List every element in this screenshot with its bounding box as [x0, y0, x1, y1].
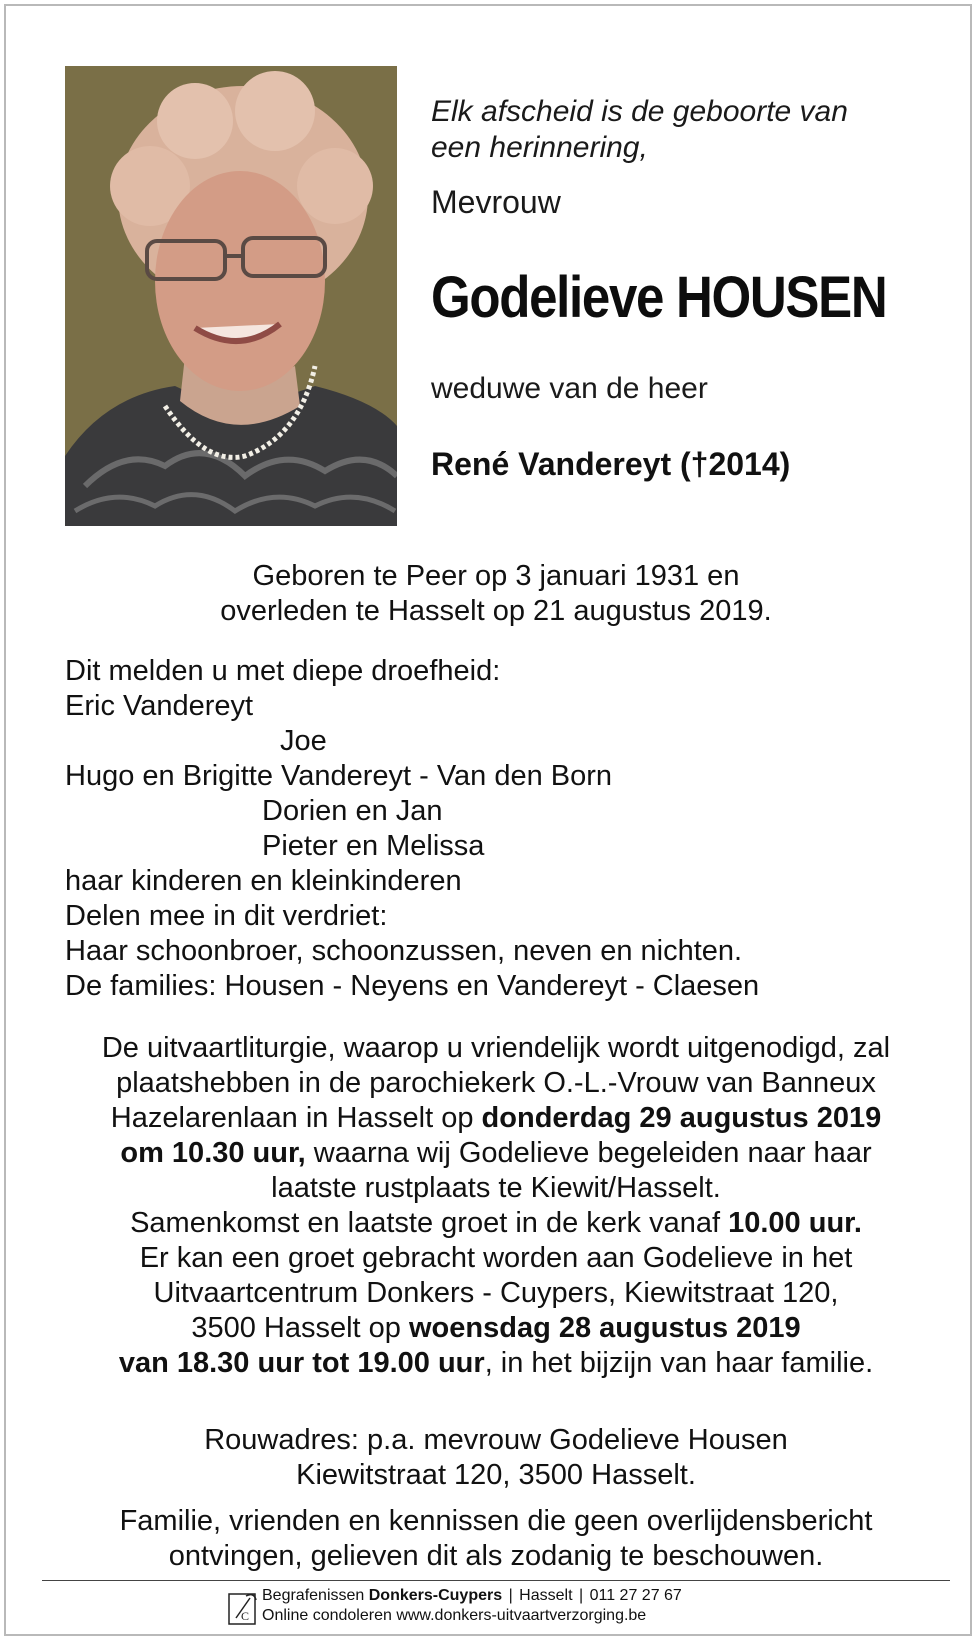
mourners-list: [65, 654, 759, 1004]
opening-quote: [431, 94, 931, 166]
spouse-name: René Vandereyt (†2014): [431, 446, 791, 482]
funeral-text: Hazelarenlaan in Hasselt op: [110, 1102, 482, 1134]
mourner-child: Hugo en Brigitte Vandereyt - Van den Born: [65, 760, 613, 792]
funeral-line: laatste rustplaats te Kiewit/Hasselt.: [271, 1172, 721, 1204]
svg-text:C: C: [241, 1609, 250, 1623]
deceased-name: Godelieve HOUSEN: [431, 265, 887, 330]
funeral-home-logo-icon: [228, 1590, 258, 1626]
footer-online-link[interactable]: Online condoleren www.donkers-uitvaartverzorging.be: [262, 1607, 647, 1624]
mourners-families: De families: Housen - Neyens en Vandereyt - Claesen: [65, 970, 760, 1002]
portrait-illustration: [65, 66, 397, 526]
funeral-line: [36, 1136, 956, 1171]
footer-city: Hasselt: [519, 1587, 573, 1604]
mourner-grandchild: Dorien en Jan: [262, 795, 443, 827]
birth-line: Geboren te Peer op 3 januari 1931 en: [252, 560, 740, 592]
funeral-line: plaatshebben in de parochiekerk O.-L.-Vrouw van Banneux: [116, 1067, 876, 1099]
visitation-date: woensdag 28 augustus 2019: [409, 1312, 801, 1344]
funeral-line: [36, 1101, 956, 1136]
funeral-line: De uitvaartliturgie, waarop u vriendelijk wordt uitgenodigd, zal: [101, 1032, 891, 1064]
mourners-share: Delen mee in dit verdriet:: [65, 900, 388, 932]
notice-line-1: Familie, vrienden en kennissen die geen overlijdensbericht: [119, 1505, 873, 1537]
funeral-details: [36, 1031, 956, 1381]
footer-separator: |: [578, 1587, 584, 1604]
footer-company: Donkers-Cuypers: [368, 1587, 503, 1604]
address-line-2: Kiewitstraat 120, 3500 Hasselt.: [296, 1459, 696, 1491]
quote-line-1: Elk afscheid is de geboorte van: [431, 95, 848, 128]
footer-phone: 011 27 27 67: [589, 1587, 682, 1604]
funeral-time: om 10.30 uur,: [120, 1137, 306, 1169]
mourners-relation: haar kinderen en kleinkinderen: [65, 865, 462, 897]
mourners-inlaws: Haar schoonbroer, schoonzussen, neven en nichten.: [65, 935, 743, 967]
gathering-text: Samenkomst en laatste groet in de kerk vanaf: [130, 1207, 729, 1239]
funeral-line: [36, 1346, 956, 1381]
notice-line-2: ontvingen, gelieven dit als zodanig te beschouwen.: [168, 1540, 824, 1572]
honorific: Mevrouw: [431, 184, 561, 220]
footer: [262, 1586, 682, 1626]
birth-death-info: [36, 559, 956, 629]
closing-notice: [36, 1504, 956, 1574]
footer-line-1: [262, 1586, 682, 1606]
mourner-child: Eric Vandereyt: [65, 690, 254, 722]
visitation-time: van 18.30 uur tot 19.00 uur: [118, 1347, 485, 1379]
funeral-text: waarna wij Godelieve begeleiden naar haar: [305, 1137, 872, 1169]
funeral-line: Uitvaartcentrum Donkers - Cuypers, Kiewitstraat 120,: [153, 1277, 839, 1309]
visitation-text: , in het bijzijn van haar familie.: [484, 1347, 874, 1379]
widow-of-label: weduwe van de heer: [431, 372, 708, 405]
footer-separator: |: [508, 1587, 513, 1604]
funeral-line: Er kan een groet gebracht worden aan Godelieve in het: [139, 1242, 853, 1274]
mourner-grandchild: Joe: [280, 725, 327, 757]
obituary-card: [4, 4, 972, 1636]
funeral-line: [36, 1311, 956, 1346]
mourner-grandchild: Pieter en Melissa: [262, 830, 485, 862]
death-line: overleden te Hasselt op 21 augustus 2019.: [220, 595, 772, 627]
visitation-text: 3500 Hasselt op: [191, 1312, 409, 1344]
mourning-address: [36, 1423, 956, 1493]
portrait-photo: [65, 66, 397, 526]
footer-prefix: Begrafenissen: [262, 1587, 369, 1604]
footer-divider: [42, 1580, 950, 1581]
gathering-time: 10.00 uur.: [728, 1207, 862, 1239]
quote-line-2: een herinnering,: [431, 131, 648, 164]
address-line-1: Rouwadres: p.a. mevrouw Godelieve Housen: [204, 1424, 788, 1456]
funeral-line: [36, 1206, 956, 1241]
funeral-date: donderdag 29 augustus 2019: [481, 1102, 882, 1134]
mourners-intro: Dit melden u met diepe droefheid:: [65, 655, 501, 687]
